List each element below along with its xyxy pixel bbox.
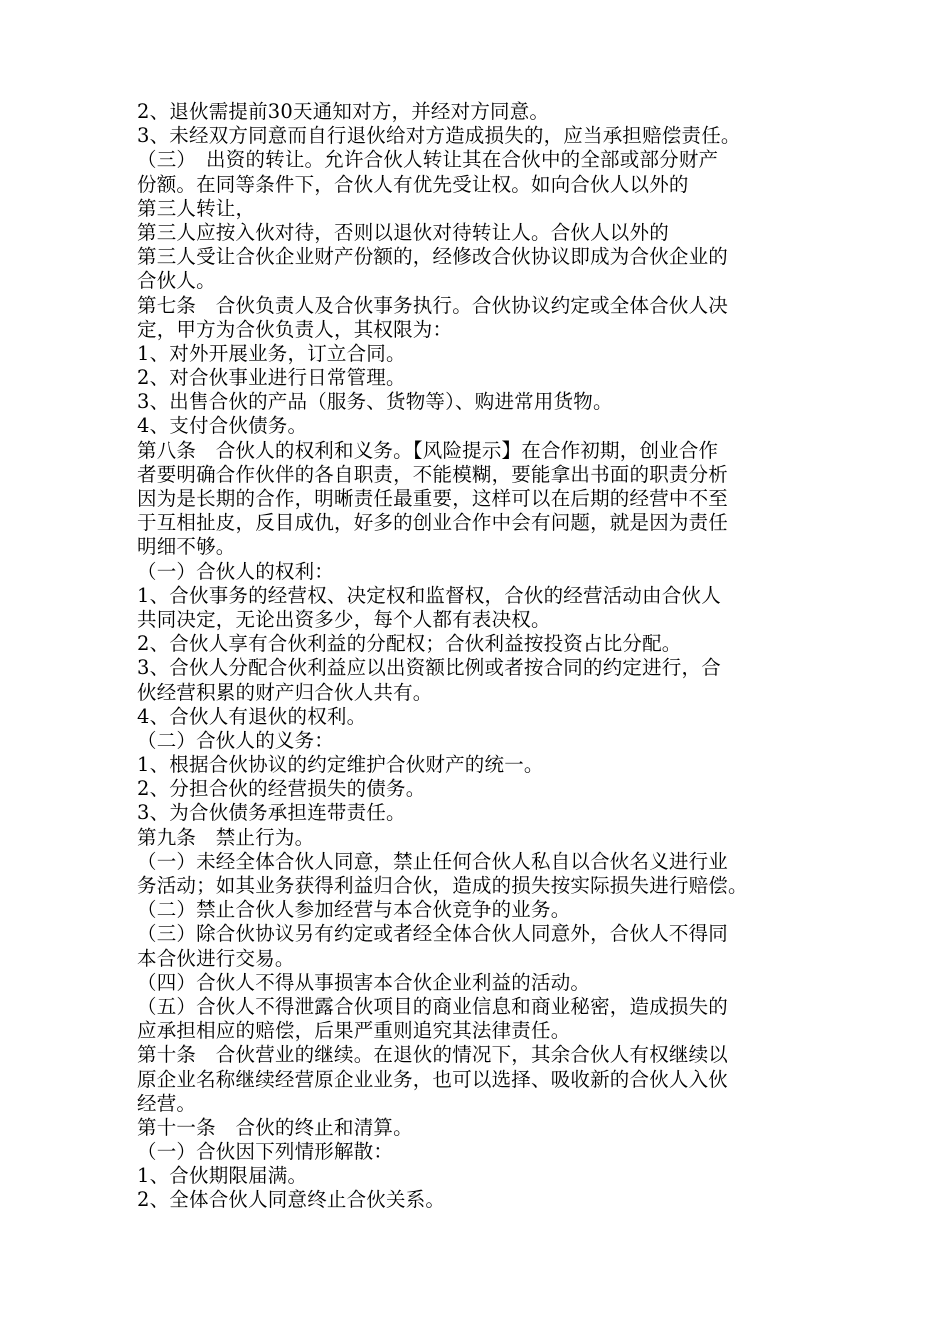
text-line: （五）合伙人不得泄露合伙项目的商业信息和商业秘密，造成损失的: [137, 994, 729, 1018]
text-line: 2、全体合伙人同意终止合伙关系。: [137, 1188, 446, 1212]
text-line: 份额。在同等条件下，合伙人有优先受让权。如向合伙人以外的: [137, 172, 689, 196]
text-line: 定，甲方为合伙负责人，其权限为：: [137, 317, 453, 341]
text-line: （四）合伙人不得从事损害本合伙企业利益的活动。: [137, 970, 591, 994]
document-body: [137, 100, 817, 1213]
text-line: 3、未经双方同意而自行退伙给对方造成损失的，应当承担赔偿责任。: [137, 124, 741, 148]
text-line: 3、合伙人分配合伙利益应以出资额比例或者按合同的约定进行，合: [137, 656, 721, 680]
text-line: 第三人受让合伙企业财产份额的，经修改合伙协议即成为合伙企业的: [137, 245, 729, 269]
text-line: 1、对外开展业务，订立合同。: [137, 341, 406, 365]
text-line: 1、根据合伙协议的约定维护合伙财产的统一。: [137, 753, 544, 777]
text-line: （三） 出资的转让。允许合伙人转让其在合伙中的全部或部分财产: [137, 148, 719, 172]
text-line: 第三人应按入伙对待，否则以退伙对待转让人。合伙人以外的: [137, 220, 669, 244]
text-line: （一）合伙因下列情形解散：: [137, 1140, 394, 1164]
text-line: 因为是长期的合作，明晰责任最重要，这样可以在后期的经营中不至: [137, 487, 729, 510]
text-line: 4、支付合伙债务。: [137, 414, 308, 438]
text-line: 2、分担合伙的经营损失的债务。: [137, 777, 426, 801]
text-line: 4、合伙人有退伙的权利。: [137, 704, 367, 728]
text-line: 1、合伙期限届满。: [137, 1164, 308, 1188]
text-line: 者要明确合作伙伴的各自职责，不能模糊，要能拿出书面的职责分析: [137, 462, 729, 486]
text-line: 第十条 合伙营业的继续。在退伙的情况下，其余合伙人有权继续以: [137, 1043, 729, 1067]
text-line: 3、为合伙债务承担连带责任。: [137, 801, 406, 825]
text-line: 第七条 合伙负责人及合伙事务执行。合伙协议约定或全体合伙人决: [137, 293, 729, 317]
text-line: 第三人转让，: [137, 196, 256, 220]
text-line: 第九条 禁止行为。: [137, 825, 315, 849]
text-line: 3、出售合伙的产品（服务、货物等）、购进常用货物。: [137, 390, 613, 414]
text-line: 第八条 合伙人的权利和义务。【风险提示】在合作初期，创业合作: [137, 438, 719, 462]
text-line: （一）未经全体合伙人同意，禁止任何合伙人私自以合伙名义进行业: [137, 849, 729, 873]
text-line: 于互相扯皮，反目成仇，好多的创业合作中会有问题，就是因为责任: [137, 511, 729, 535]
text-line: 伙经营积累的财产归合伙人共有。: [137, 680, 433, 704]
text-line: 务活动；如其业务获得利益归合伙，造成的损失按实际损失进行赔偿。: [137, 874, 748, 897]
text-line: 2、退伙需提前30天通知对方，并经对方同意。: [137, 100, 550, 123]
text-line: 2、对合伙事业进行日常管理。: [137, 366, 406, 390]
text-line: （二）禁止合伙人参加经营与本合伙竞争的业务。: [137, 898, 571, 922]
text-line: （二）合伙人的义务：: [137, 728, 335, 752]
text-line: 应承担相应的赔偿，后果严重则追究其法律责任。: [137, 1019, 571, 1043]
text-line: 明细不够。: [137, 535, 236, 559]
text-line: 原企业名称继续经营原企业业务，也可以选择、吸收新的合伙人入伙: [137, 1067, 729, 1091]
text-line: 本合伙进行交易。: [137, 946, 295, 970]
text-line: 第十一条 合伙的终止和清算。: [137, 1115, 413, 1139]
text-line: 合伙人。: [137, 269, 216, 293]
text-line: 2、合伙人享有合伙利益的分配权；合伙利益按投资占比分配。: [137, 632, 682, 656]
text-line: （一）合伙人的权利：: [137, 559, 335, 583]
text-line: 1、合伙事务的经营权、决定权和监督权，合伙的经营活动由合伙人: [137, 583, 721, 607]
text-line: 共同决定，无论出资多少，每个人都有表决权。: [137, 607, 551, 631]
text-line: （三）除合伙协议另有约定或者经全体合伙人同意外，合伙人不得同: [137, 922, 729, 946]
text-line: 经营。: [137, 1091, 197, 1115]
